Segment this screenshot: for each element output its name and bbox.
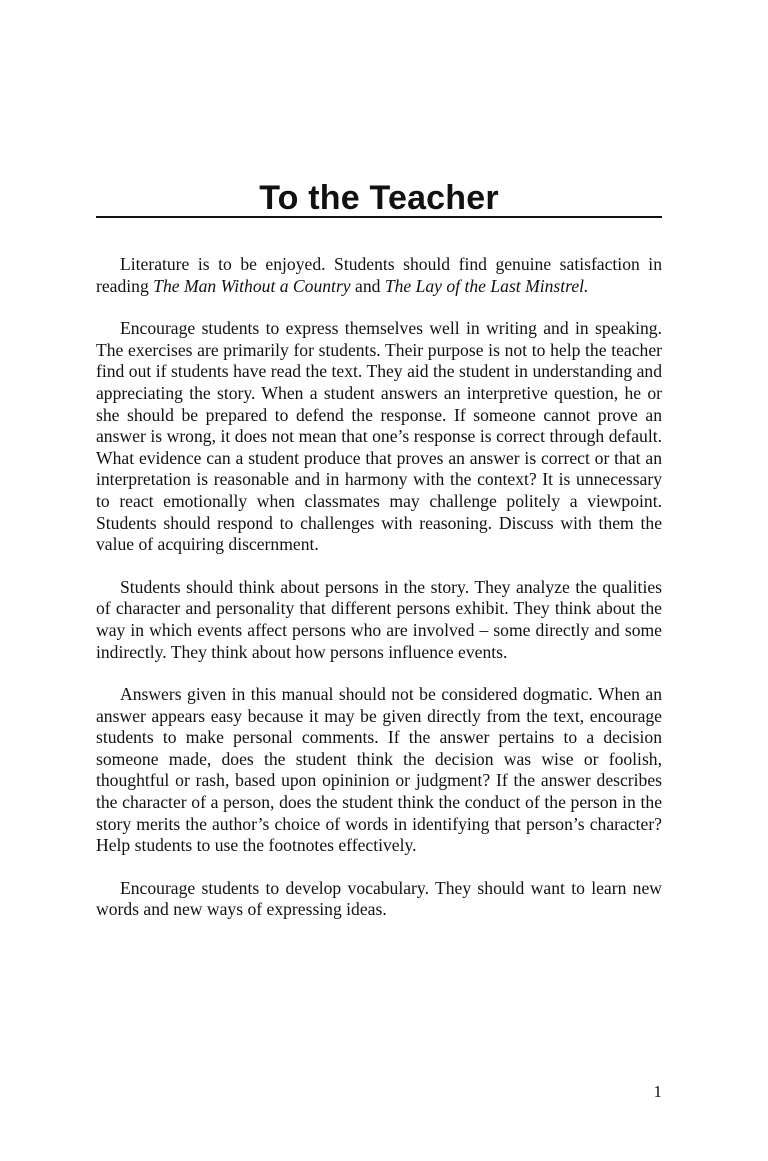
book-title-lay-of-the-last-minstrel: The Lay of the Last Minstrel. [384,275,589,296]
paragraph-1-intro: Literature is to be enjoyed. Students should find genuine satisfaction in reading [96,254,662,296]
paragraph-5: Encourage students to develop vocabulary. They should want to learn new words and new ways of expressing ideas. [96,877,662,920]
paragraph-1-conjunction: and [350,275,385,296]
paragraph-4: Answers given in this manual should not be considered dogmatic. When an answer appears easy because it may be given directly from the text, encourage students to make personal comments. If the answer pertains to a decision someone made, does the student think the decision was wise or foolish, thoughtful or rash, based upon opininion or judgment? If the answer describes the character of a person, does the student think the conduct of the person in the story merits the author’s choice of words in identifying that person’s character? Help students to use the footnotes effectively. [96,684,662,856]
book-title-man-without-a-country: The Man Without a Country [153,275,351,296]
title-underline-rule [96,216,662,218]
body-text [96,254,662,942]
paragraph-2: Encourage students to express themselves well in writing and in speaking. The exercises are primarily for students. Their purpose is not to help the teacher find out if students have read the text. They aid the student in understanding and appreciating the story. When a student answers an interpretive question, he or she should be prepared to defend the response. If someone cannot prove an answer is wrong, it does not mean that one’s response is correct through default. What evidence can a student produce that proves an answer is correct or that an interpretation is reasonable and in harmony with the context? It is unnecessary to react emotionally when classmates may challenge politely a viewpoint. Students should respond to challenges with reasoning. Discuss with them the value of acquiring discernment. [96,318,662,555]
paragraph-1 [96,254,662,297]
paragraph-3: Students should think about persons in the story. They analyze the qualities of character and personality that different persons exhibit. They think about the way in which events affect persons who are involved – some directly and some indirectly. They think about how persons influence events. [96,576,662,662]
page-title: To the Teacher [259,179,499,217]
page-number: 1 [653,1082,662,1101]
